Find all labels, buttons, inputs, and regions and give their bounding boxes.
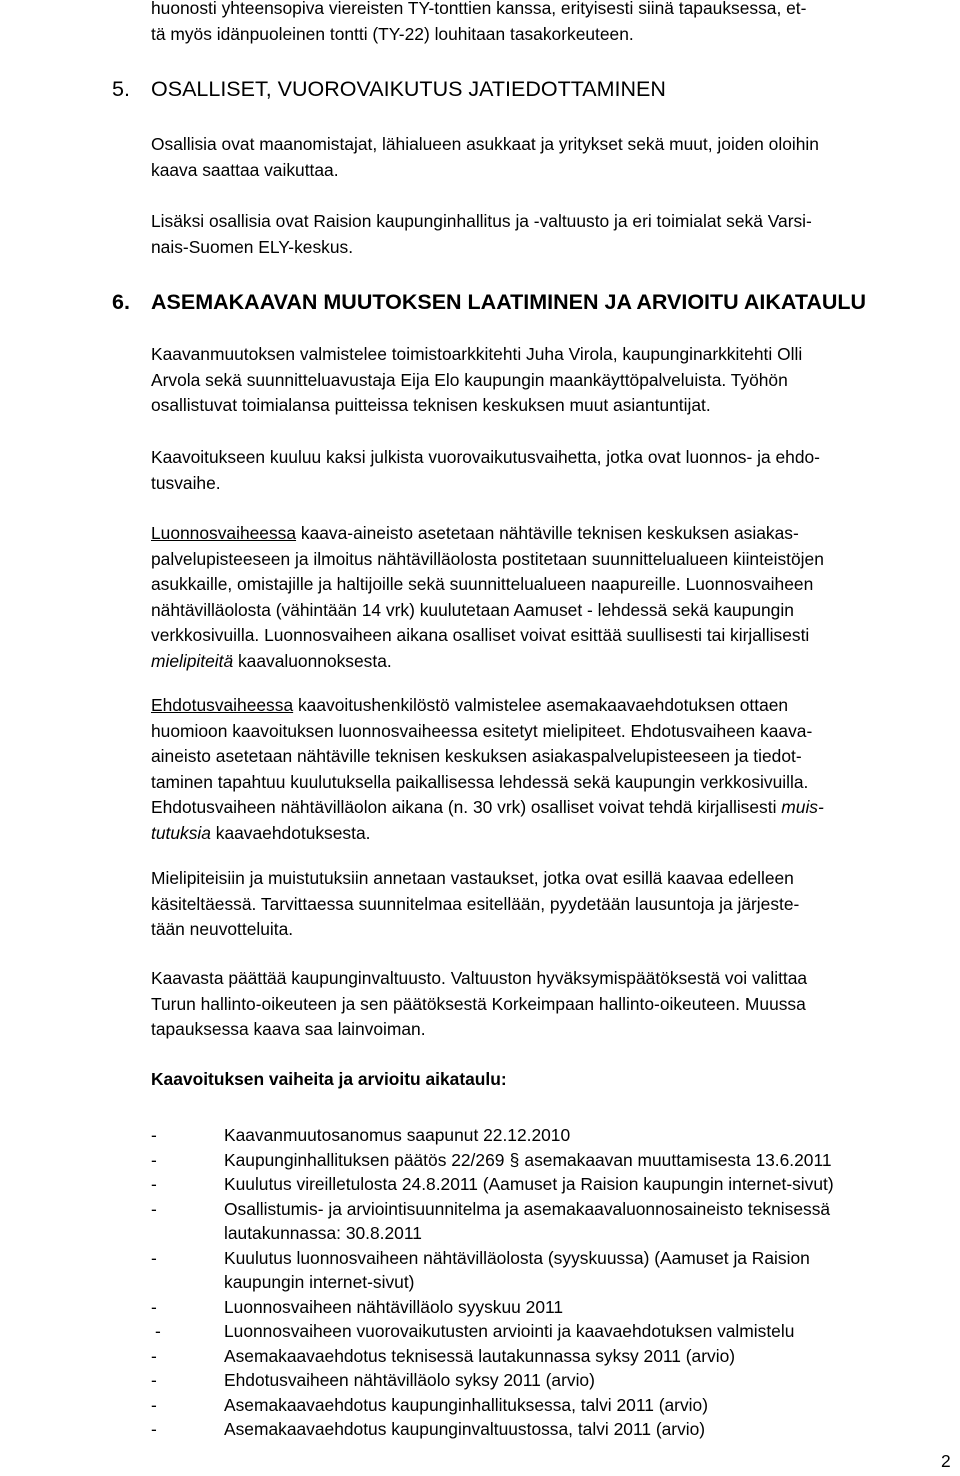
section-5-number: 5.	[112, 77, 130, 101]
list-item: - Kaavanmuutosanomus saapunut 22.12.2010	[151, 1125, 571, 1145]
section-6-number: 6.	[112, 290, 130, 314]
section-5-paragraph-2: Lisäksi osallisia ovat Raision kaupunginhallitus ja -valtuusto ja eri toimialat sekä Varsi- nais-Suomen ELY-keskus.	[151, 211, 812, 257]
list-item: - Kaupunginhallituksen päätös 22/269 § asemakaavan muuttamisesta 13.6.2011	[151, 1148, 956, 1173]
list-item: - Kuulutus luonnosvaiheen nähtävilläolosta (syyskuussa) (Aamuset ja Raision kaupungin internet-sivut)	[151, 1247, 810, 1292]
section-5-title: OSALLISET, VUOROVAIKUTUS JATIEDOTTAMINEN	[151, 77, 666, 101]
list-item: - Asemakaavaehdotus kaupunginvaltuustossa, talvi 2011 (arvio)	[151, 1419, 706, 1439]
section-sign: §	[509, 1149, 520, 1170]
section-5-paragraph-1: Osallisia ovat maanomistajat, lähialueen asukkaat ja yritykset sekä muut, joiden oloihin kaava saattaa vaikuttaa.	[151, 134, 819, 180]
list-item: - Osallistumis- ja arviointisuunnitelma ja asemakaavaluonnosaineisto teknisessä lautakunnassa: 30.8.2011	[151, 1198, 831, 1243]
list-item: - Luonnosvaiheen nähtävilläolo syyskuu 2011	[151, 1296, 564, 1317]
section-6-title: ASEMAKAAVAN MUUTOKSEN LAATIMINEN JA ARVIOITU AIKATAULU	[151, 290, 867, 314]
page-number: 2	[941, 1451, 951, 1471]
intro-paragraph: huonosti yhteensopiva viereisten TY-tonttien kanssa, erityisesti siinä tapauksessa, et- tä myös idänpuoleinen tontti (TY-22) louhitaan tasakorkeuteen.	[151, 0, 807, 44]
ehdotusvaihe-paragraph: Ehdotusvaiheessa kaavoitushenkilöstö valmistelee asemakaavaehdotuksen ottaen huomioon kaavoituksen luonnosvaiheessa esitetyt mielipiteet. Ehdotusvaiheen kaava- aineisto asetetaan nähtäville teknisen keskuksen asiakaspalvelupisteeseen ja tiedot- taminen tapahtuu kuulutuksella paikallisessa lehdessä sekä kaupungin verkkosivuilla. Ehdotusvaiheen nähtävilläolon aikana (n. 30 vrk) osalliset voivat tehdä kirjallisesti muis- tutuksia kaavaehdotuksesta.	[151, 695, 824, 843]
list-item: - Luonnosvaiheen vuorovaikutusten arviointi ja kaavaehdotuksen valmistelu	[155, 1321, 795, 1341]
list-item: - Asemakaavaehdotus teknisessä lautakunnassa syksy 2011 (arvio)	[151, 1345, 736, 1366]
schedule-list	[151, 1123, 956, 1442]
list-item: - Kuulutus vireilletulosta 24.8.2011 (Aamuset ja Raision kaupungin internet-sivut)	[151, 1174, 834, 1194]
section-6-paragraph-6: Kaavasta päättää kaupunginvaltuusto. Valtuuston hyväksymispäätöksestä voi valittaa Turun hallinto-oikeuteen ja sen päätöksestä Korkeimpaan hallinto-oikeuteen. Muussa tapauksessa kaava saa lainvoiman.	[151, 968, 808, 1039]
section-6-paragraph-5: Mielipiteisiin ja muistutuksiin annetaan vastaukset, jotka ovat esillä kaavaa edelleen käsiteltäessä. Tarvittaessa suunnitelmaa esitellään, pyydetään lausuntoja ja järjeste- tään neuvotteluita.	[151, 868, 800, 939]
luonnosvaihe-term: Luonnosvaiheessa	[151, 523, 297, 543]
ehdotusvaihe-term: Ehdotusvaiheessa	[151, 695, 294, 715]
list-item: - Ehdotusvaiheen nähtävilläolo syksy 2011 (arvio)	[151, 1370, 595, 1390]
section-6-paragraph-2: Kaavoitukseen kuuluu kaksi julkista vuorovaikutusvaihetta, jotka ovat luonnos- ja ehdo- tusvaihe.	[151, 447, 820, 493]
section-6-paragraph-1: Kaavanmuutoksen valmistelee toimistoarkkitehti Juha Virola, kaupunginarkkitehti Olli Arvola sekä suunnitteluavustaja Eija Elo kaupungin maankäyttöpalveluista. Työhön osallistuvat toimialansa puitteissa teknisen keskuksen muut asiantuntijat.	[151, 344, 803, 415]
luonnosvaihe-paragraph: Luonnosvaiheessa kaava-aineisto asetetaan nähtäville teknisen keskuksen asiakas- palvelupisteeseen ja ilmoitus nähtävilläolosta postitetaan suunnittelualueen kiinteistöjen asukkaille, omistajille ja haltijoille sekä suunnittelualueen naapureille. Luonnosvaiheen nähtävilläolosta (vähintään 14 vrk) kuulutetaan Aamuset - lehdessä sekä kaupungin verkkosivuilla. Luonnosvaiheen aikana osalliset voivat esittää suullisesti tai kirjallisesti mielipiteitä kaavaluonnoksesta.	[151, 523, 824, 671]
list-item: - Asemakaavaehdotus kaupunginhallituksessa, talvi 2011 (arvio)	[151, 1394, 708, 1415]
schedule-title: Kaavoituksen vaiheita ja arvioitu aikataulu:	[151, 1069, 507, 1089]
